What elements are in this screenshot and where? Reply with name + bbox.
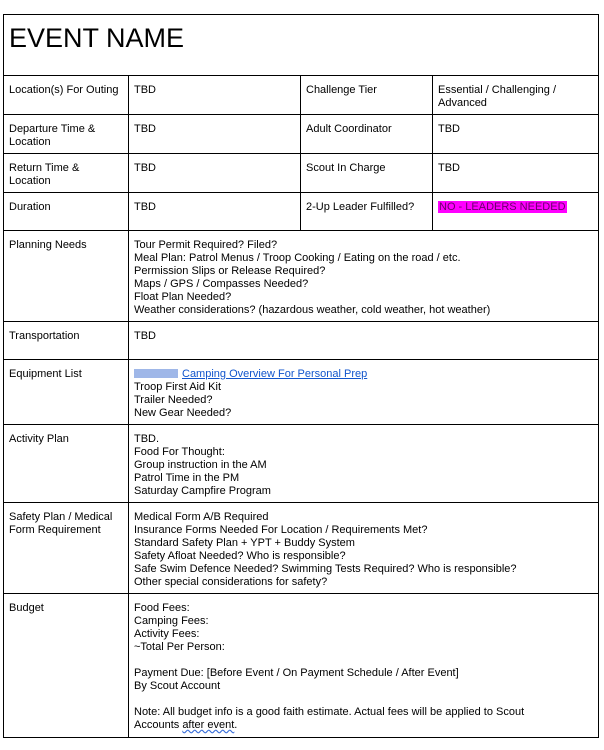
- duration-label: Duration: [4, 193, 129, 231]
- planning-line: Meal Plan: Patrol Menus / Troop Cooking / Eating on the road / etc.: [134, 252, 461, 264]
- activity-content[interactable]: [129, 425, 599, 503]
- scout-in-charge-value[interactable]: TBD: [433, 154, 599, 193]
- activity-line: Patrol Time in the PM: [134, 472, 240, 484]
- return-label: Return Time & Location: [4, 154, 129, 193]
- budget-content[interactable]: [129, 594, 599, 738]
- equipment-content[interactable]: [129, 360, 599, 425]
- budget-note-line: Note: All budget info is a good faith estimate. Actual fees will be applied to Scout: [134, 706, 525, 718]
- safety-line: Safety Afloat Needed? Who is responsible?: [134, 550, 346, 562]
- activity-line: Food For Thought:: [134, 446, 225, 458]
- planning-line: Tour Permit Required? Filed?: [134, 239, 278, 251]
- activity-line: Group instruction in the AM: [134, 459, 267, 471]
- safety-line: Insurance Forms Needed For Location / Requirements Met?: [134, 524, 428, 536]
- title-row: [4, 15, 599, 76]
- redacted-text: [134, 369, 178, 378]
- adult-coordinator-value[interactable]: TBD: [433, 115, 599, 154]
- note-underlined-text: after event: [182, 719, 235, 731]
- equipment-line: Troop First Aid Kit: [134, 381, 222, 393]
- planning-line: Permission Slips or Release Required?: [134, 265, 326, 277]
- camping-overview-link-text[interactable]: Camping Overview For Personal Prep: [182, 368, 368, 380]
- location-row: [4, 76, 599, 115]
- two-up-leader-label: 2-Up Leader Fulfilled?: [301, 193, 433, 231]
- budget-label: Budget: [4, 594, 129, 738]
- payment-line: Payment Due: [Before Event / On Payment Schedule / After Event]: [134, 667, 459, 679]
- equipment-line: Trailer Needed?: [134, 394, 213, 406]
- planning-content[interactable]: [129, 231, 599, 322]
- location-label: Location(s) For Outing: [4, 76, 129, 115]
- activity-label: Activity Plan: [4, 425, 129, 503]
- departure-label: Departure Time & Location: [4, 115, 129, 154]
- budget-fee-line: Camping Fees:: [134, 615, 209, 627]
- safety-line: Safe Swim Defence Needed? Swimming Tests Required? Who is responsible?: [134, 563, 517, 575]
- budget-fee-line: Activity Fees:: [134, 628, 200, 640]
- payment-line: By Scout Account: [134, 680, 221, 692]
- equipment-line: New Gear Needed?: [134, 407, 232, 419]
- safety-content[interactable]: [129, 503, 599, 594]
- activity-row: [4, 425, 599, 503]
- note-text-end: .: [234, 719, 238, 731]
- planning-line: Weather considerations? (hazardous weather, cold weather, hot weather): [134, 304, 491, 316]
- planning-row: [4, 231, 599, 322]
- spacer: [134, 693, 593, 706]
- equipment-row: [4, 360, 599, 425]
- departure-value[interactable]: TBD: [129, 115, 301, 154]
- equipment-label: Equipment List: [4, 360, 129, 425]
- safety-line: Medical Form A/B Required: [134, 511, 269, 523]
- two-up-leader-cell[interactable]: [433, 193, 599, 231]
- planning-line: Float Plan Needed?: [134, 291, 232, 303]
- budget-fee-line: Food Fees:: [134, 602, 190, 614]
- safety-line: Other special considerations for safety?: [134, 576, 328, 588]
- transportation-row: [4, 322, 599, 360]
- budget-note-line: [134, 719, 593, 732]
- challenge-tier-label: Challenge Tier: [301, 76, 433, 115]
- leaders-needed-highlight: NO - LEADERS NEEDED: [439, 201, 566, 213]
- duration-value[interactable]: TBD: [129, 193, 301, 231]
- planning-label: Planning Needs: [4, 231, 129, 322]
- activity-line: TBD.: [134, 433, 160, 445]
- activity-line: Saturday Campfire Program: [134, 485, 271, 497]
- camping-overview-link[interactable]: [134, 368, 593, 381]
- transportation-label: Transportation: [4, 322, 129, 360]
- event-name-title[interactable]: EVENT NAME: [4, 15, 599, 76]
- adult-coordinator-label: Adult Coordinator: [301, 115, 433, 154]
- return-row: [4, 154, 599, 193]
- spacer: [134, 654, 593, 667]
- departure-row: [4, 115, 599, 154]
- location-value[interactable]: TBD: [129, 76, 301, 115]
- return-value[interactable]: TBD: [129, 154, 301, 193]
- budget-row: [4, 594, 599, 738]
- safety-label: Safety Plan / Medical Form Requirement: [4, 503, 129, 594]
- duration-row: [4, 193, 599, 231]
- safety-line: Standard Safety Plan + YPT + Buddy System: [134, 537, 355, 549]
- transportation-value[interactable]: TBD: [129, 322, 599, 360]
- event-plan-table: [3, 14, 599, 738]
- scout-in-charge-label: Scout In Charge: [301, 154, 433, 193]
- note-text: Accounts: [134, 719, 183, 731]
- challenge-tier-value[interactable]: Essential / Challenging / Advanced: [433, 76, 599, 115]
- budget-fee-line: ~Total Per Person:: [134, 641, 225, 653]
- planning-line: Maps / GPS / Compasses Needed?: [134, 278, 309, 290]
- safety-row: [4, 503, 599, 594]
